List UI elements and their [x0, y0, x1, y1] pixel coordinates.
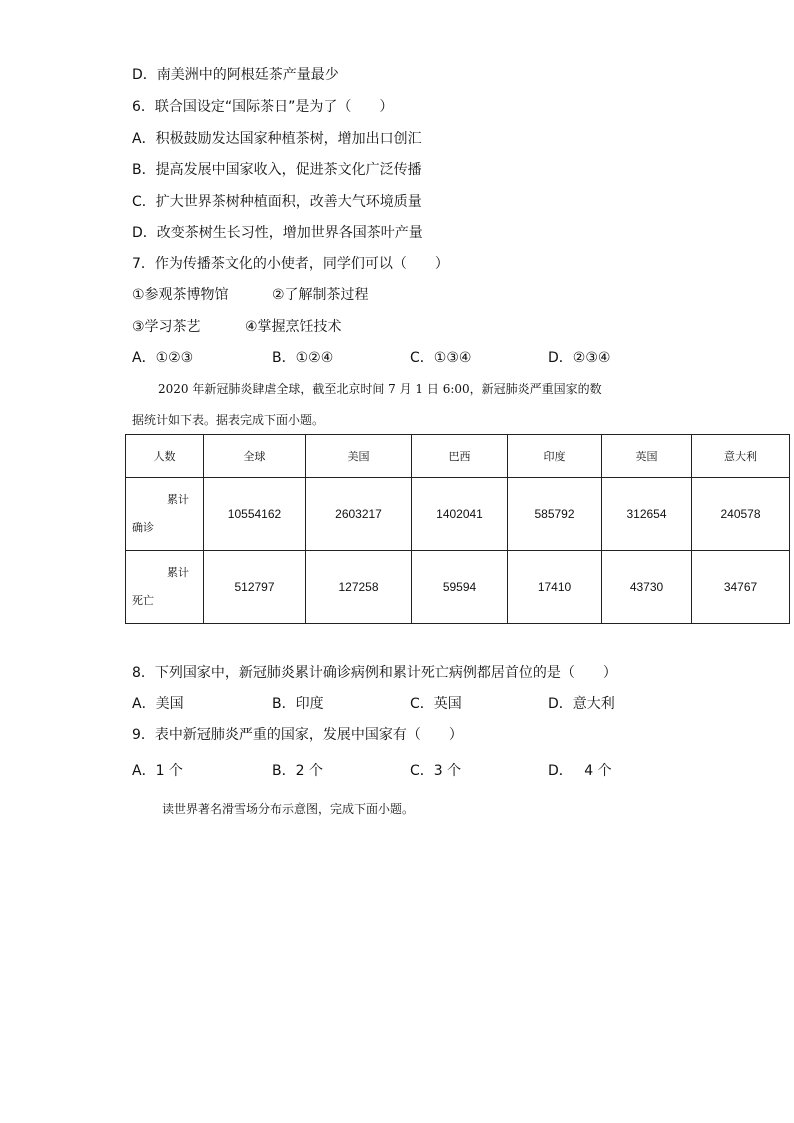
q7-option-d: D．②③④ [548, 350, 611, 366]
table-header-cell: 英国 [602, 435, 692, 478]
table-header-cell: 美国 [306, 435, 412, 478]
table-cell: 2603217 [306, 478, 412, 551]
q9-stem: 9．表中新冠肺炎严重的国家，发展中国家有（ ） [132, 727, 463, 743]
q6-option-c: C．扩大世界茶树种植面积，改善大气环境质量 [132, 194, 422, 210]
table-cell: 585792 [508, 478, 602, 551]
row-label-deaths [126, 551, 204, 624]
q6-option-d: D．改变茶树生长习性，增加世界各国茶叶产量 [132, 225, 423, 241]
q7-option-b: B．①②④ [272, 350, 334, 366]
table-header-cell: 巴西 [412, 435, 508, 478]
row-label-confirmed [126, 478, 204, 551]
q7-item-1: ①参观茶博物馆 [132, 287, 229, 303]
intro-covid-line-1: 2020 年新冠肺炎肆虐全球，截至北京时间 7 月 1 日 6:00，新冠肺炎严重国家的数 [158, 382, 602, 396]
table-cell: 17410 [508, 551, 602, 624]
q7-item-2: ②了解制茶过程 [272, 287, 369, 303]
q9-option-c: C．3 个 [410, 763, 462, 779]
q7-item-3: ③学习茶艺 [132, 319, 201, 335]
table-cell: 34767 [692, 551, 790, 624]
table-header-cell: 意大利 [692, 435, 790, 478]
row-label-bottom: 确诊 [132, 522, 154, 534]
table-cell: 127258 [306, 551, 412, 624]
q9-option-b: B．2 个 [272, 763, 323, 779]
q9-option-a: A．1 个 [132, 763, 183, 779]
table-header-cell: 全球 [204, 435, 306, 478]
q7-option-c: C．①③④ [410, 350, 472, 366]
intro-ski-map: 读世界著名滑雪场分布示意图，完成下面小题。 [162, 802, 415, 816]
row-label-top: 累计 [167, 567, 189, 579]
q7-item-4: ④掌握烹饪技术 [245, 319, 342, 335]
table-cell: 43730 [602, 551, 692, 624]
q8-option-a: A．美国 [132, 696, 184, 712]
q7-option-a: A．①②③ [132, 350, 194, 366]
q5-option-d: D．南美洲中的阿根廷茶产量最少 [132, 67, 339, 83]
table-cell: 312654 [602, 478, 692, 551]
q9-option-d: D． 4 个 [548, 763, 612, 779]
table-header-cell: 印度 [508, 435, 602, 478]
table-cell: 512797 [204, 551, 306, 624]
q7-stem: 7．作为传播茶文化的小使者，同学们可以（ ） [132, 256, 449, 272]
table-cell: 59594 [412, 551, 508, 624]
table-row [126, 478, 790, 551]
covid-table [125, 434, 790, 624]
table-cell: 1402041 [412, 478, 508, 551]
row-label-top: 累计 [167, 494, 189, 506]
q6-option-b: B．提高发展中国家收入，促进茶文化广泛传播 [132, 162, 422, 178]
q8-option-b: B．印度 [272, 696, 324, 712]
table-cell: 10554162 [204, 478, 306, 551]
table-header-row [126, 435, 790, 478]
q6-stem: 6．联合国设定“国际茶日”是为了（ ） [132, 99, 394, 115]
q8-option-c: C．英国 [410, 696, 462, 712]
q8-stem: 8．下列国家中，新冠肺炎累计确诊病例和累计死亡病例都居首位的是（ ） [132, 665, 617, 681]
table-header-cell: 人数 [126, 435, 204, 478]
table-cell: 240578 [692, 478, 790, 551]
q8-option-d: D．意大利 [548, 696, 615, 712]
q6-option-a: A．积极鼓励发达国家种植茶树，增加出口创汇 [132, 131, 422, 147]
table-row [126, 551, 790, 624]
intro-covid-line-2: 据统计如下表。据表完成下面小题。 [132, 413, 325, 427]
row-label-bottom: 死亡 [132, 595, 154, 607]
